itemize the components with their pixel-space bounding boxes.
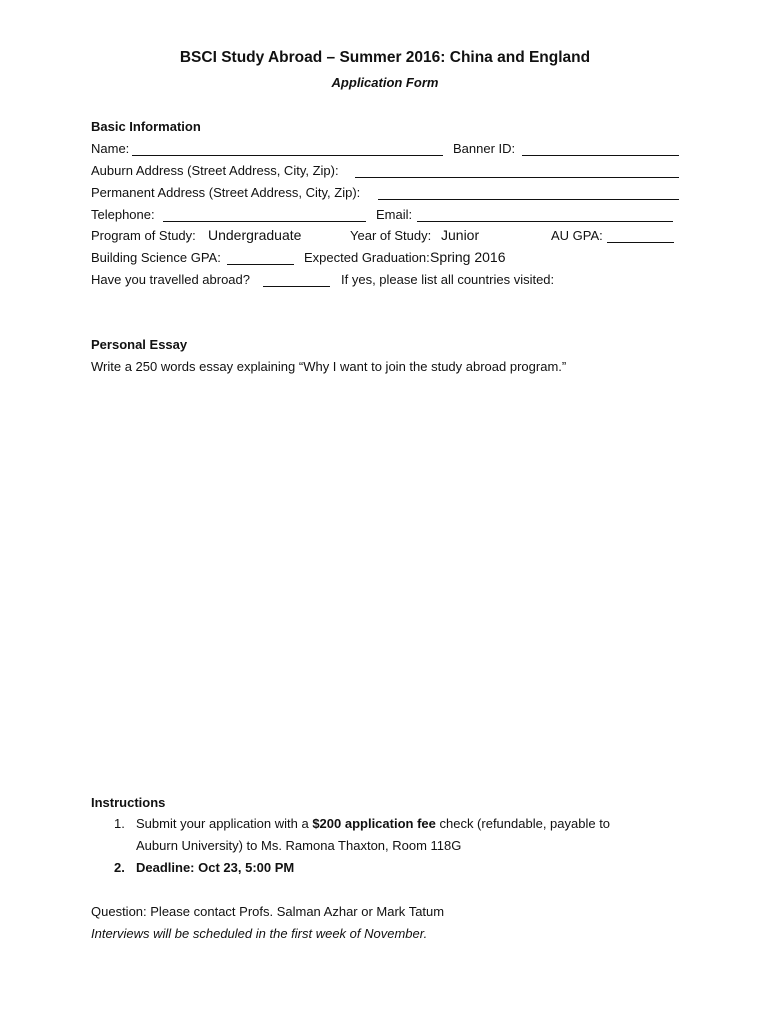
personal-essay-heading: Personal Essay — [91, 337, 188, 352]
question-contact-text: Question: Please contact Profs. Salman Azhar or Mark Tatum — [91, 904, 445, 919]
graduation-label: Expected Graduation: — [304, 250, 430, 265]
year-label: Year of Study: — [350, 228, 432, 243]
program-value[interactable]: Undergraduate — [208, 227, 302, 243]
basic-information-heading: Basic Information — [91, 119, 201, 134]
year-value[interactable]: Junior — [441, 227, 480, 243]
instructions-heading: Instructions — [91, 795, 166, 810]
auburn-address-field[interactable] — [355, 177, 679, 178]
bs-gpa-label: Building Science GPA: — [91, 250, 221, 265]
instruction-2-number: 2. — [114, 860, 125, 875]
permanent-address-row — [91, 185, 691, 203]
banner-id-label: Banner ID: — [453, 141, 516, 156]
permanent-address-label: Permanent Address (Street Address, City, Zip): — [91, 185, 361, 200]
bs-gpa-graduation-row — [91, 250, 691, 268]
auburn-address-row — [91, 163, 691, 181]
telephone-field[interactable] — [163, 221, 366, 222]
travelled-row — [91, 272, 691, 290]
instruction-1-number: 1. — [114, 816, 125, 831]
auburn-address-label: Auburn Address (Street Address, City, Zip): — [91, 163, 339, 178]
name-row — [91, 141, 691, 159]
travelled-field[interactable] — [263, 286, 330, 287]
application-fee-text: $200 application fee — [312, 816, 436, 831]
deadline-text: Deadline: Oct 23, 5:00 PM — [136, 860, 295, 875]
bs-gpa-field[interactable] — [227, 264, 294, 265]
countries-label: If yes, please list all countries visited: — [341, 272, 555, 287]
program-label: Program of Study: — [91, 228, 196, 243]
graduation-value[interactable]: Spring 2016 — [430, 249, 506, 265]
email-label: Email: — [376, 207, 413, 222]
telephone-label: Telephone: — [91, 207, 155, 222]
au-gpa-field[interactable] — [607, 242, 674, 243]
program-year-gpa-row — [91, 228, 691, 246]
travelled-label: Have you travelled abroad? — [91, 272, 250, 287]
instruction-1-prefix: Submit your application with a — [136, 816, 313, 831]
au-gpa-label: AU GPA: — [551, 228, 603, 243]
banner-id-field[interactable] — [522, 155, 679, 156]
essay-area[interactable] — [91, 382, 681, 782]
name-field[interactable] — [132, 155, 443, 156]
essay-prompt: Write a 250 words essay explaining “Why I want to join the study abroad program.” — [91, 359, 567, 374]
email-field[interactable] — [417, 221, 673, 222]
name-label: Name: — [91, 141, 130, 156]
interviews-note: Interviews will be scheduled in the first week of November. — [91, 926, 428, 941]
form-title: BSCI Study Abroad – Summer 2016: China and England — [179, 49, 591, 66]
instruction-1-suffix: check (refundable, payable to — [435, 816, 611, 831]
form-subtitle: Application Form — [331, 75, 439, 90]
instruction-1-line2: Auburn University) to Ms. Ramona Thaxton, Room 118G — [136, 838, 462, 853]
permanent-address-field[interactable] — [378, 199, 679, 200]
telephone-email-row — [91, 207, 691, 225]
instruction-1-text — [136, 816, 610, 831]
